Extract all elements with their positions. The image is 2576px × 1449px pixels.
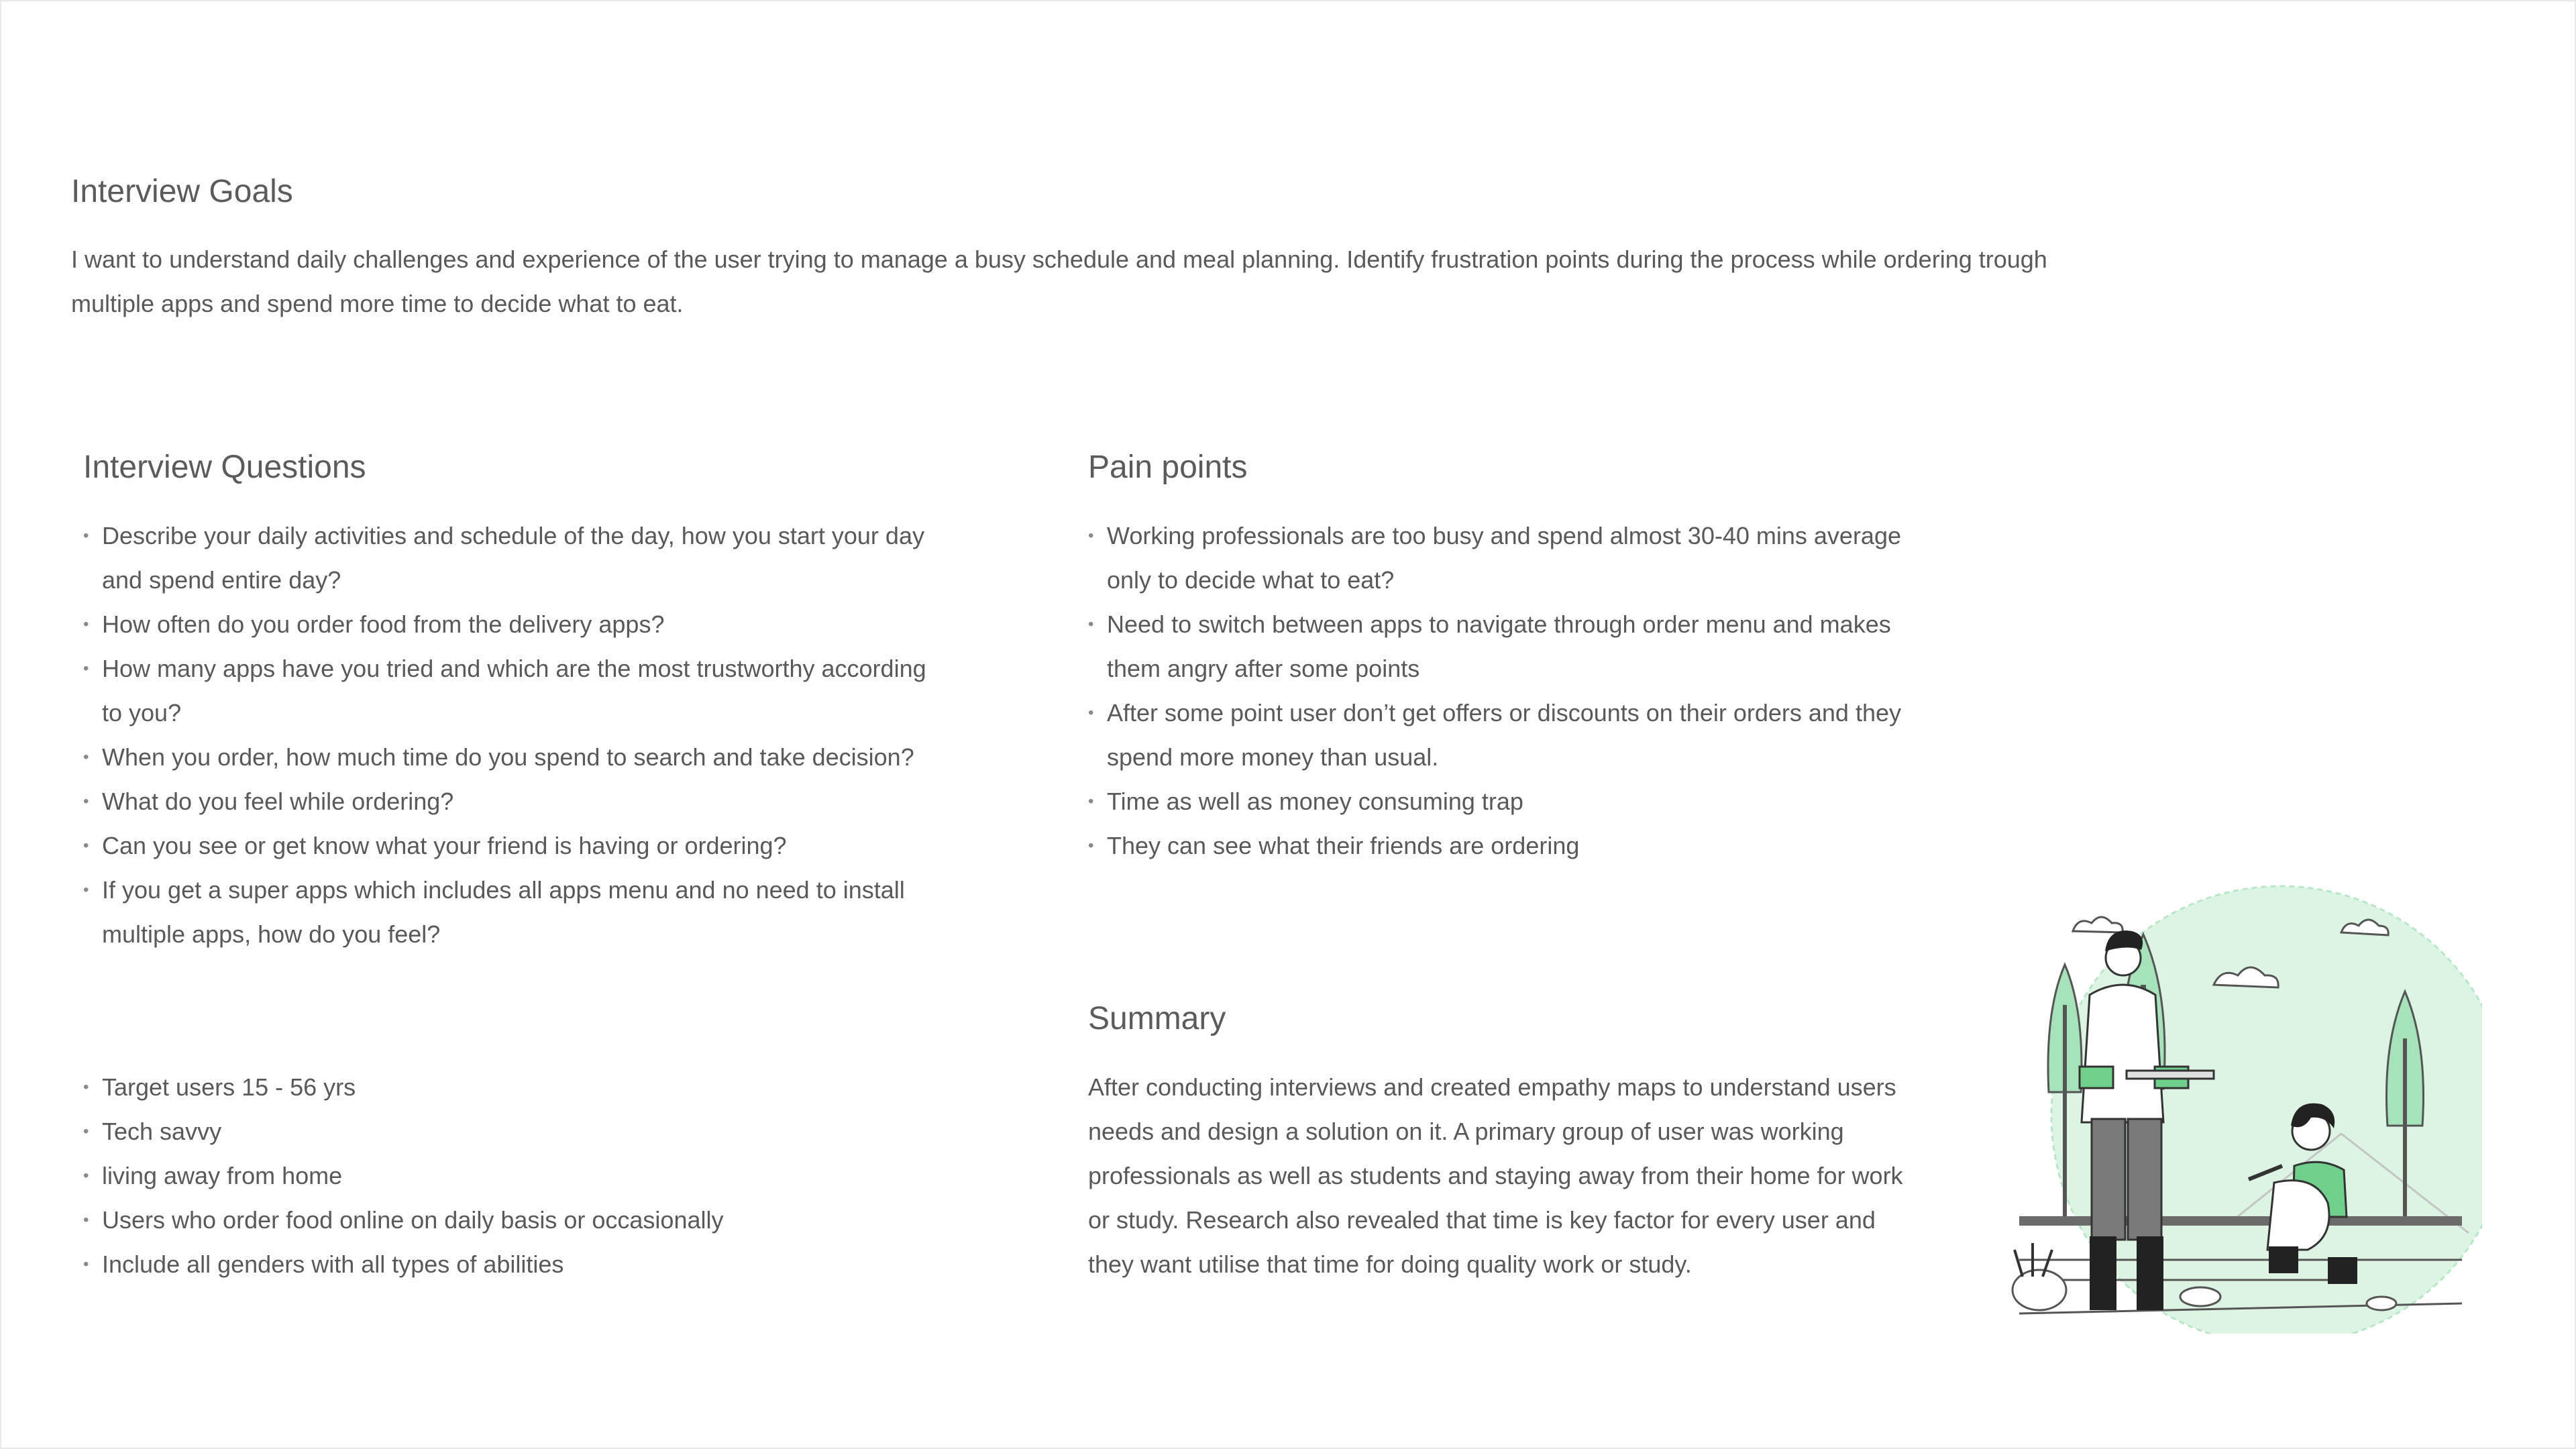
pain-point-item: • They can see what their friends are ordering xyxy=(1088,824,1913,868)
pain-point-item: • After some point user don’t get offers or discounts on their orders and they spend more money than usual. xyxy=(1088,691,1913,780)
question-item: • Describe your daily activities and schedule of the day, how you start your day and spend entire day? xyxy=(83,514,928,602)
interview-questions-heading: Interview Questions xyxy=(83,449,366,485)
question-item: • What do you feel while ordering? xyxy=(83,780,928,824)
question-item: • If you get a super apps which includes all apps menu and no need to install multiple apps, how do you feel? xyxy=(83,868,928,957)
pain-point-item: • Need to switch between apps to navigate through order menu and makes them angry after some points xyxy=(1088,602,1913,691)
summary-heading: Summary xyxy=(1088,1001,1226,1036)
interview-goals-heading: Interview Goals xyxy=(71,174,293,209)
target-user-item: • Tech savvy xyxy=(83,1110,955,1154)
pain-point-item: • Time as well as money consuming trap xyxy=(1088,780,1913,824)
target-user-item: • Include all genders with all types of abilities xyxy=(83,1242,955,1287)
target-user-item: • living away from home xyxy=(83,1154,955,1198)
question-item: • When you order, how much time do you spend to search and take decision? xyxy=(83,735,928,780)
question-item: • How often do you order food from the delivery apps? xyxy=(83,602,928,647)
user-research-illustration-icon xyxy=(1999,884,2482,1334)
question-item: • How many apps have you tried and which are the most trustworthy according to you? xyxy=(83,647,928,735)
question-item: • Can you see or get know what your friend is having or ordering? xyxy=(83,824,928,868)
pain-point-item: • Working professionals are too busy and spend almost 30-40 mins average only to decide what to eat? xyxy=(1088,514,1913,602)
pain-points-list xyxy=(1088,514,1913,868)
summary-text: After conducting interviews and created empathy maps to understand users needs and design a solution on it. A primary group of user was working professionals as well as students and staying away from their home for work or study. Research also revealed that time is key factor for every user and they want utilise that time for doing quality work or study. xyxy=(1088,1073,1903,1278)
target-user-item: • Users who order food online on daily basis or occasionally xyxy=(83,1198,955,1242)
interview-questions-list xyxy=(83,514,928,957)
interview-goals-text: I want to understand daily challenges and experience of the user trying to manage a busy schedule and meal planning. Identify frustration points during the process while ordering trough multiple apps and spend more time to decide what to eat. xyxy=(71,246,2047,317)
pain-points-heading: Pain points xyxy=(1088,449,1248,485)
target-users-list xyxy=(83,1065,955,1287)
target-user-item: • Target users 15 - 56 yrs xyxy=(83,1065,955,1110)
